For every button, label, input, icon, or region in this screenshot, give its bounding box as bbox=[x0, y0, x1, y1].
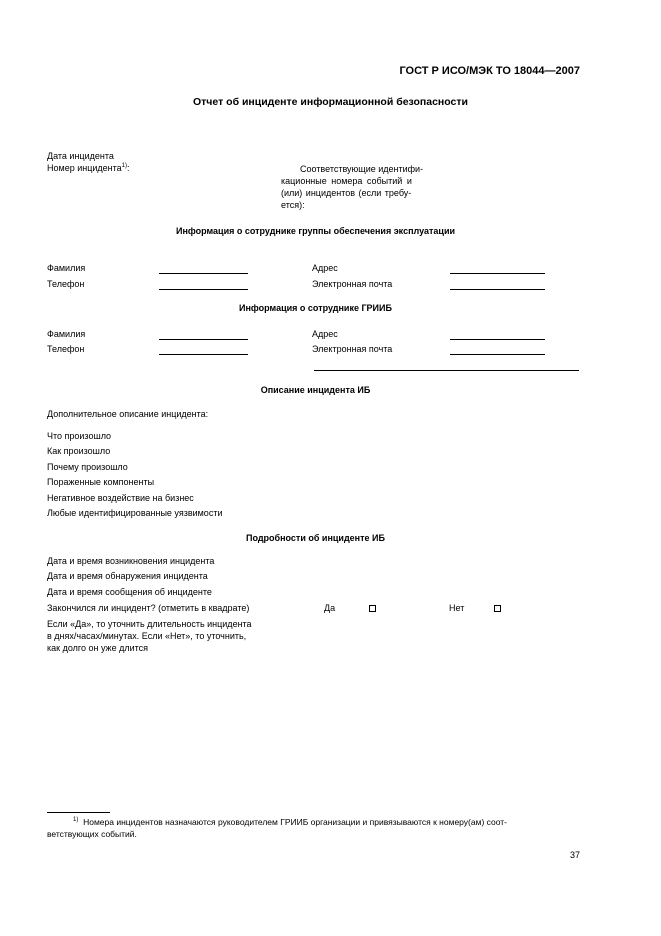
ops-surname-line[interactable] bbox=[159, 273, 248, 274]
detected-label: Дата и время обнаружения инцидента bbox=[47, 571, 208, 581]
footnote-ref: 1) bbox=[121, 163, 127, 169]
footnote-separator bbox=[47, 812, 110, 813]
related-ids-line2: кационные номера событий и bbox=[281, 176, 412, 186]
duration-note-line1: Если «Да», то уточнить длительность инцидента bbox=[47, 619, 252, 629]
isirt-email-label: Электронная почта bbox=[312, 344, 393, 354]
related-ids-line3: (или) инцидентов (если требу- bbox=[281, 188, 412, 198]
list-item: Негативное воздействие на бизнес bbox=[47, 493, 194, 503]
isirt-surname-label: Фамилия bbox=[47, 329, 86, 339]
footnote-line2: ветствующих событий. bbox=[47, 829, 137, 839]
footnote-line1: $^{1)}$ Номера инцидентов назначаются руководителем ГРИИБ организации и привязываются к номеру(ам) соот- bbox=[73, 817, 507, 827]
ops-email-label: Электронная почта bbox=[312, 279, 393, 289]
additional-description-label: Дополнительное описание инцидента: bbox=[47, 409, 209, 419]
isirt-address-label: Адрес bbox=[312, 329, 338, 339]
duration-note-line3: как долго он уже длится bbox=[47, 643, 149, 653]
footnote-mark: 1) bbox=[73, 817, 79, 823]
isirt-phone-line[interactable] bbox=[159, 354, 248, 355]
ops-staff-heading: Информация о сотруднике группы обеспечения эксплуатации bbox=[175, 226, 456, 236]
list-item: Пораженные компоненты bbox=[47, 477, 155, 487]
no-label: Нет bbox=[449, 603, 465, 613]
ops-phone-line[interactable] bbox=[159, 289, 248, 290]
occurred-label: Дата и время возникновения инцидента bbox=[47, 556, 215, 566]
document-title: Отчет об инциденте информационной безопасности bbox=[192, 96, 468, 108]
duration-note-line2: в днях/часах/минутах. Если «Нет», то уточнить, bbox=[47, 631, 247, 641]
yes-checkbox[interactable] bbox=[369, 605, 376, 612]
ops-email-line[interactable] bbox=[450, 289, 545, 290]
ops-address-line[interactable] bbox=[450, 273, 545, 274]
isirt-address-line[interactable] bbox=[450, 339, 545, 340]
reported-label: Дата и время сообщения об инциденте bbox=[47, 587, 212, 597]
isirt-phone-label: Телефон bbox=[47, 344, 85, 354]
ops-phone-label: Телефон bbox=[47, 279, 85, 289]
related-ids-line1: Соответствующие идентифи- bbox=[300, 164, 424, 174]
incident-date-label: Дата инцидента bbox=[47, 151, 114, 161]
page-number: 37 bbox=[569, 850, 580, 860]
isirt-staff-heading: Информация о сотруднике ГРИИБ bbox=[239, 303, 392, 313]
no-checkbox[interactable] bbox=[494, 605, 501, 612]
details-heading: Подробности об инциденте ИБ bbox=[246, 533, 385, 543]
list-item: Что произошло bbox=[47, 431, 112, 441]
description-heading: Описание инцидента ИБ bbox=[260, 385, 371, 395]
standard-header: ГОСТ Р ИСО/МЭК ТО 18044—2007 bbox=[399, 65, 580, 77]
section-divider bbox=[314, 370, 579, 371]
yes-label: Да bbox=[324, 603, 336, 613]
incident-number-label: Номер инцидента$^{1)}$: bbox=[47, 163, 130, 173]
list-item: Как произошло bbox=[47, 446, 111, 456]
list-item: Любые идентифицированные уязвимости bbox=[47, 508, 223, 518]
related-ids-line4: ется): bbox=[281, 200, 305, 210]
ended-question-label: Закончился ли инцидент? (отметить в квадрате) bbox=[47, 603, 250, 613]
ops-surname-label: Фамилия bbox=[47, 263, 86, 273]
isirt-email-line[interactable] bbox=[450, 354, 545, 355]
isirt-surname-line[interactable] bbox=[159, 339, 248, 340]
ops-address-label: Адрес bbox=[312, 263, 338, 273]
list-item: Почему произошло bbox=[47, 462, 128, 472]
